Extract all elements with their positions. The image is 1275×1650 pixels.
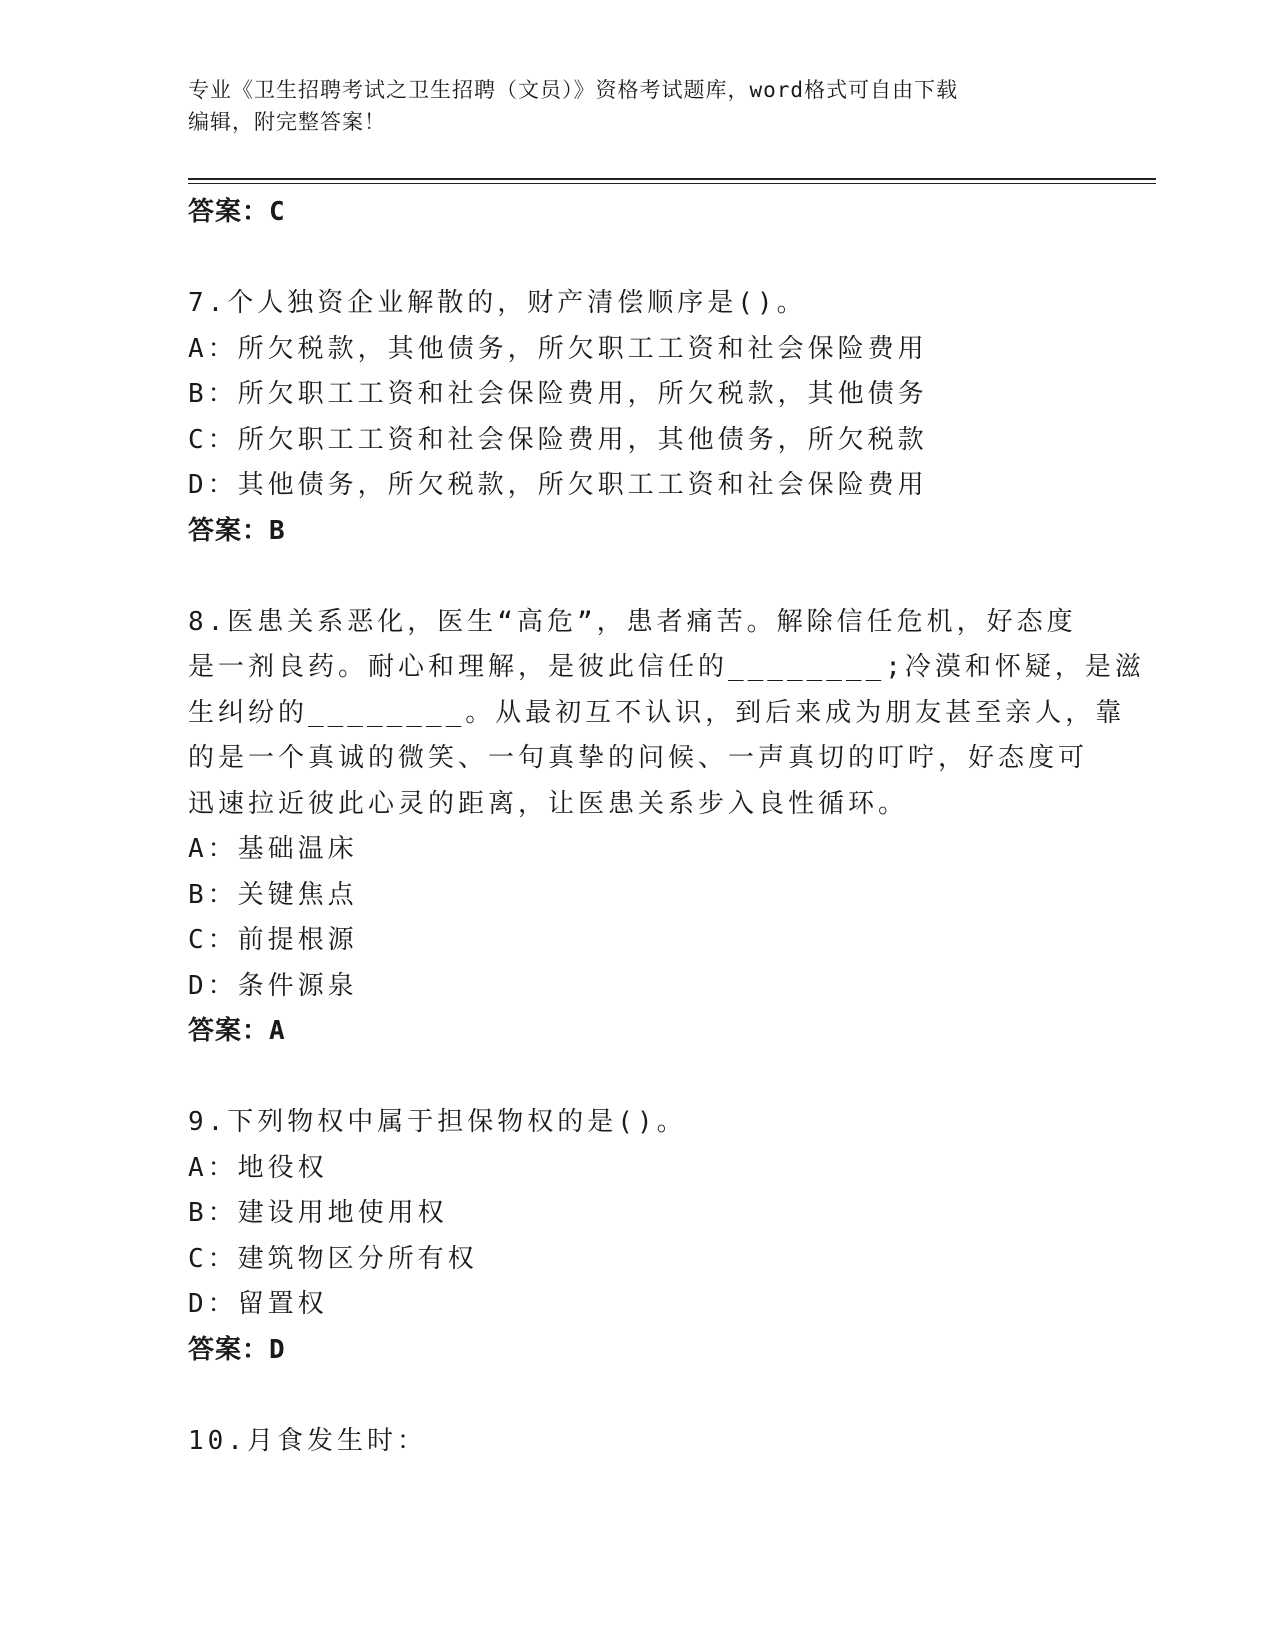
question-stem: 8.医患关系恶化，医生“高危”，患者痛苦。解除信任危机，好态度 [188, 606, 1077, 637]
option-a: A：所欠税款，其他债务，所欠职工工资和社会保险费用 [188, 333, 928, 364]
option-b: B：所欠职工工资和社会保险费用，所欠税款，其他债务 [188, 379, 928, 409]
question-8 [188, 600, 1145, 1055]
question-stem: 10.月食发生时： [188, 1425, 427, 1456]
answer-q7: 答案：B [188, 515, 286, 546]
option-a: A：基础温床 [188, 834, 358, 864]
question-stem: 是一剂良药。耐心和理解，是彼此信任的________;冷漠和怀疑，是滋 [188, 652, 1145, 682]
question-7 [188, 281, 1088, 554]
header-divider-thin [188, 183, 1156, 184]
answer-q9: 答案：D [188, 1334, 286, 1365]
question-stem: 生纠纷的________。从最初互不认识，到后来成为朋友甚至亲人，靠 [188, 697, 1126, 728]
header-title-line1: 专业《卫生招聘考试之卫生招聘（文员）》资格考试题库，word格式可自由下载 [188, 78, 959, 102]
option-c: C：建筑物区分所有权 [188, 1243, 478, 1274]
question-stem: 的是一个真诚的微笑、一句真挚的问候、一声真切的叮咛，好态度可 [188, 743, 1089, 773]
header-divider [188, 178, 1156, 180]
answer-q6: 答案：C [188, 197, 286, 227]
option-b: B：建设用地使用权 [188, 1198, 448, 1228]
option-c: C：所欠职工工资和社会保险费用，其他债务，所欠税款 [188, 424, 928, 455]
question-stem: 7.个人独资企业解散的，财产清偿顺序是()。 [188, 288, 807, 318]
question-10 [188, 1419, 1088, 1465]
answer-q8: 答案：A [188, 1016, 286, 1046]
option-d: D：条件源泉 [188, 970, 358, 1001]
option-a: A：地役权 [188, 1152, 328, 1183]
header-title-line2: 编辑，附完整答案！ [188, 110, 386, 134]
question-stem: 迅速拉近彼此心灵的距离，让医患关系步入良性循环。 [188, 788, 909, 819]
option-b: B：关键焦点 [188, 879, 358, 910]
option-c: C：前提根源 [188, 925, 358, 955]
option-d: D：其他债务，所欠税款，所欠职工工资和社会保险费用 [188, 470, 928, 500]
question-9 [188, 1100, 1088, 1373]
question-stem: 9.下列物权中属于担保物权的是()。 [188, 1107, 687, 1137]
option-d: D：留置权 [188, 1289, 328, 1319]
question-list [188, 190, 1145, 1464]
document-header [188, 74, 1088, 138]
